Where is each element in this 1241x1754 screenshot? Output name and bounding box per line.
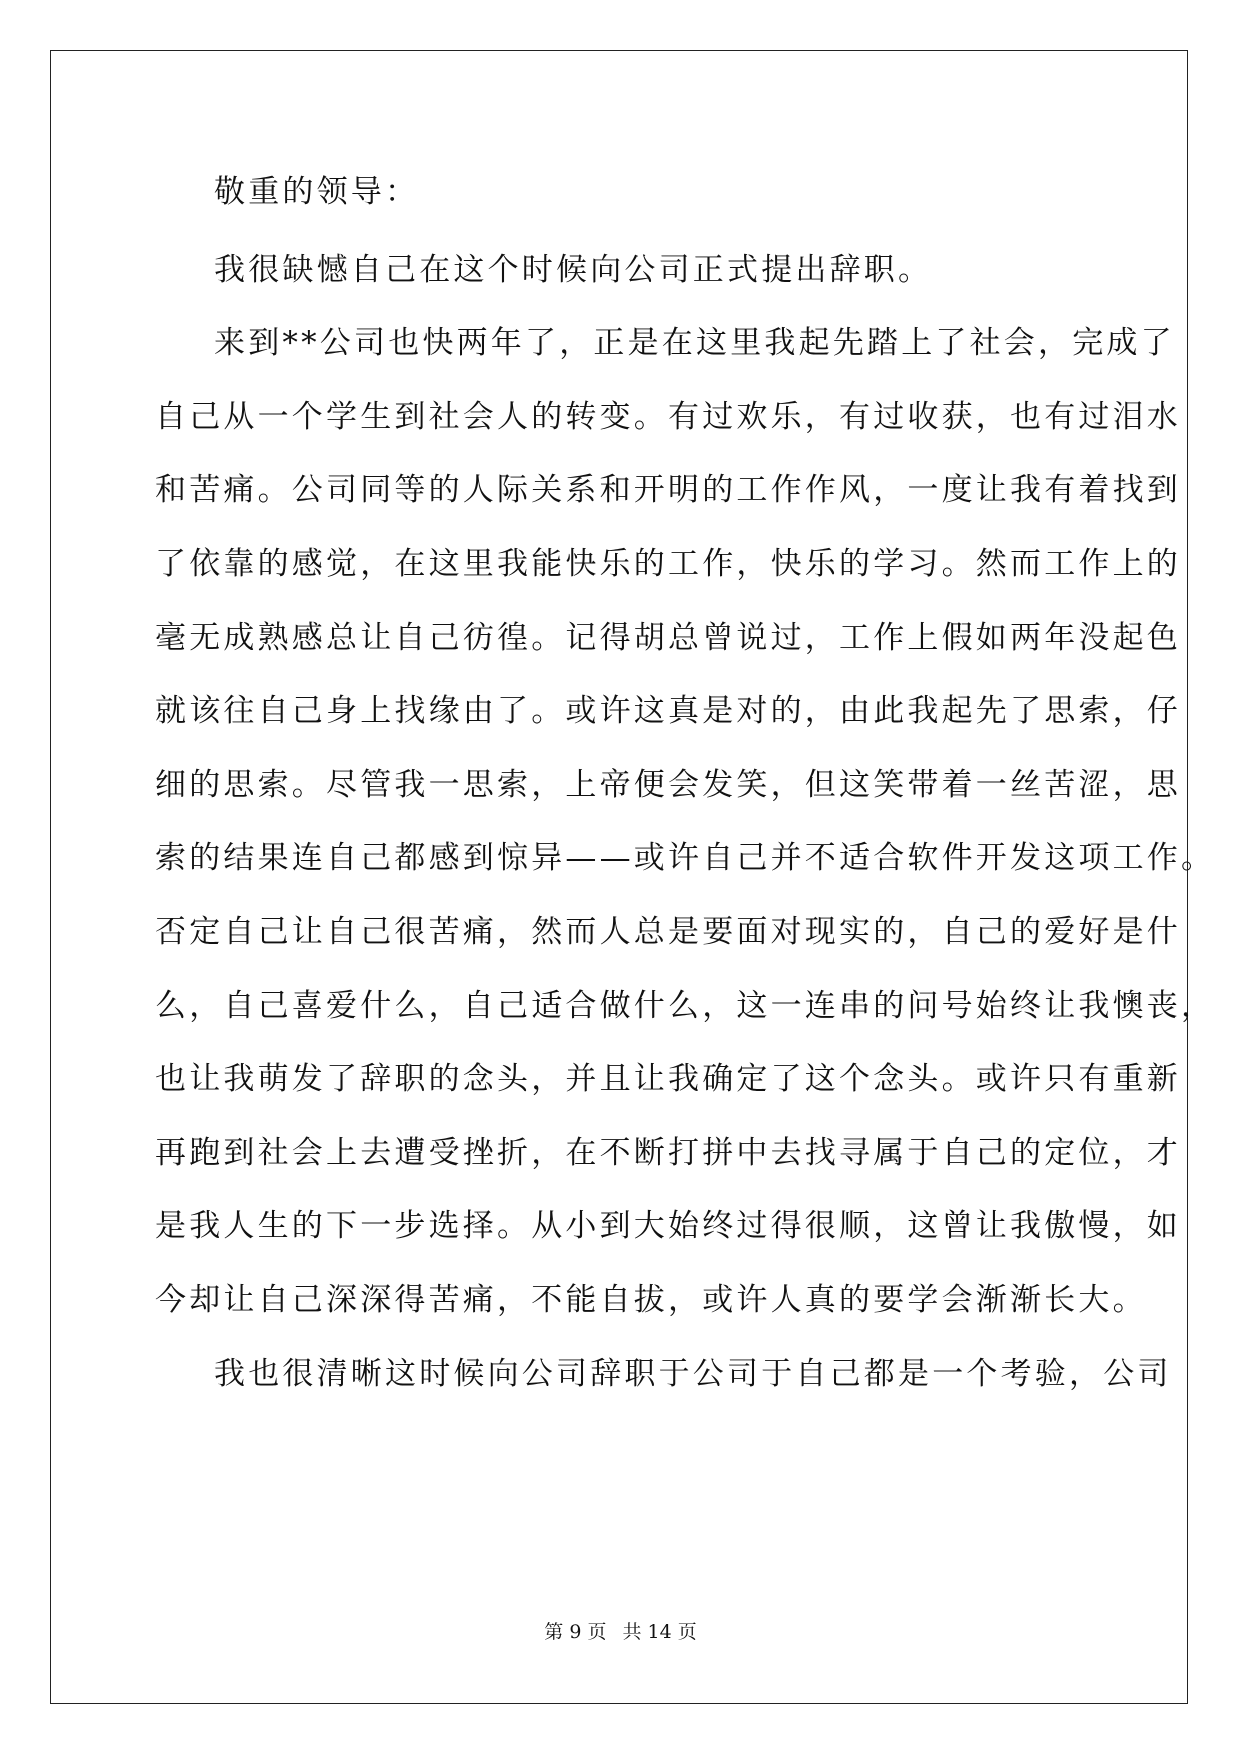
- page-total: 共 14 页: [622, 1621, 697, 1643]
- paragraph-2-line: 今却让自己深深得苦痛，不能自拔，或许人真的要学会渐渐长大。: [155, 1282, 1147, 1318]
- paragraph-2-line: 自己从一个学生到社会人的转变。有过欢乐，有过收获，也有过泪水: [155, 399, 1181, 435]
- paragraph-2-line: 也让我萌发了辞职的念头，并且让我确定了这个念头。或许只有重新: [155, 1061, 1181, 1097]
- paragraph-2-line: 了依靠的感觉，在这里我能快乐的工作，快乐的学习。然而工作上的: [155, 546, 1181, 582]
- paragraph-2-line: 否定自己让自己很苦痛，然而人总是要面对现实的，自己的爱好是什: [155, 914, 1181, 950]
- paragraph-2-line: 是我人生的下一步选择。从小到大始终过得很顺，这曾让我傲慢，如: [155, 1208, 1181, 1244]
- page-footer: [0, 1620, 1241, 1644]
- paragraph-3-line: 我也很清晰这时候向公司辞职于公司于自己都是一个考验，公司: [214, 1356, 1172, 1392]
- paragraph-2-line: 毫无成熟感总让自己彷徨。记得胡总曾说过，工作上假如两年没起色: [155, 620, 1181, 656]
- salutation: 敬重的领导：: [214, 174, 420, 210]
- paragraph-2-line: 索的结果连自己都感到惊异——或许自己并不适合软件开发这项工作。: [155, 840, 1216, 876]
- paragraph-2-line: 么，自己喜爱什么，自己适合做什么，这一连串的问号始终让我懊丧，: [155, 988, 1216, 1024]
- page-number: 第 9 页: [544, 1621, 607, 1643]
- paragraph-2-line: 再跑到社会上去遭受挫折，在不断打拼中去找寻属于自己的定位，才: [155, 1135, 1181, 1171]
- paragraph-2-line: 细的思索。尽管我一思索，上帝便会发笑，但这笑带着一丝苦涩，思: [155, 767, 1181, 803]
- paragraph-2-line: 和苦痛。公司同等的人际关系和开明的工作作风，一度让我有着找到: [155, 472, 1181, 508]
- paragraph-2-line: 来到**公司也快两年了，正是在这里我起先踏上了社会，完成了: [214, 325, 1175, 361]
- paragraph-2-line: 就该往自己身上找缘由了。或许这真是对的，由此我起先了思索，仔: [155, 693, 1181, 729]
- paragraph-1: 我很缺憾自己在这个时候向公司正式提出辞职。: [214, 252, 933, 288]
